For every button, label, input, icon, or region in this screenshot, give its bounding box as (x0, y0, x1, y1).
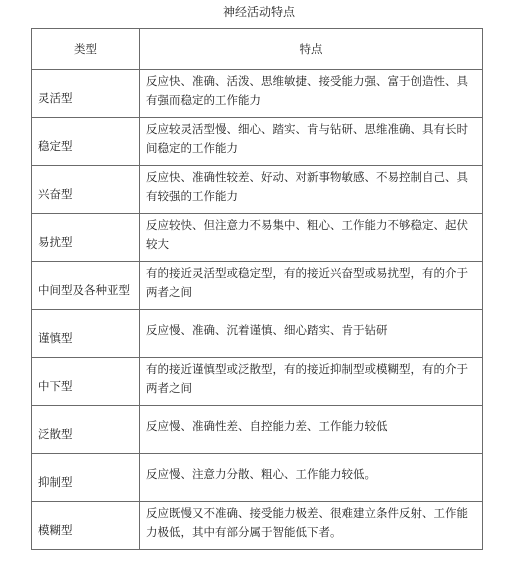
feature-cell: 反应较灵活型慢、细心、踏实、肯与钻研、思维准确、具有长时间稳定的工作能力 (140, 118, 483, 166)
feature-cell: 反应较快、但注意力不易集中、粗心、工作能力不够稳定、起伏较大 (140, 214, 483, 262)
type-cell: 抑制型 (32, 454, 140, 502)
table-row (32, 118, 483, 166)
table-row (32, 70, 483, 118)
feature-cell: 反应既慢又不准确、接受能力极差、很难建立条件反射、工作能力极低，其中有部分属于智能低下者。 (140, 502, 483, 550)
type-cell: 稳定型 (32, 118, 140, 166)
table-row (32, 406, 483, 454)
table-row (32, 310, 483, 358)
feature-cell: 反应慢、准确、沉着谨慎、细心踏实、肯于钻研 (140, 310, 483, 358)
type-cell: 中间型及各种亚型 (32, 262, 140, 310)
type-cell: 兴奋型 (32, 166, 140, 214)
feature-cell: 反应快、准确、活泼、思维敏捷、接受能力强、富于创造性、具有强而稳定的工作能力 (140, 70, 483, 118)
type-cell: 谨慎型 (32, 310, 140, 358)
feature-cell: 反应慢、注意力分散、粗心、工作能力较低。 (140, 454, 483, 502)
table-row (32, 358, 483, 406)
table-row (32, 454, 483, 502)
type-cell: 灵活型 (32, 70, 140, 118)
header-type: 类型 (32, 29, 140, 70)
table-row (32, 214, 483, 262)
type-cell: 易扰型 (32, 214, 140, 262)
table-header-row (32, 29, 483, 70)
feature-cell: 反应快、准确性较差、好动、对新事物敏感、不易控制自己、具有较强的工作能力 (140, 166, 483, 214)
table-title: 神经活动特点 (222, 5, 295, 19)
type-cell: 模糊型 (32, 502, 140, 550)
type-cell: 中下型 (32, 358, 140, 406)
table-row (32, 502, 483, 550)
type-cell: 泛散型 (32, 406, 140, 454)
neural-activity-table (31, 28, 483, 550)
feature-cell: 有的接近谨慎型或泛散型，有的接近抑制型或模糊型，有的介于两者之间 (140, 358, 483, 406)
feature-cell: 反应慢、准确性差、自控能力差、工作能力较低 (140, 406, 483, 454)
table-row (32, 262, 483, 310)
table-row (32, 166, 483, 214)
header-feature: 特点 (140, 29, 483, 70)
feature-cell: 有的接近灵活型或稳定型，有的接近兴奋型或易扰型，有的介于两者之间 (140, 262, 483, 310)
